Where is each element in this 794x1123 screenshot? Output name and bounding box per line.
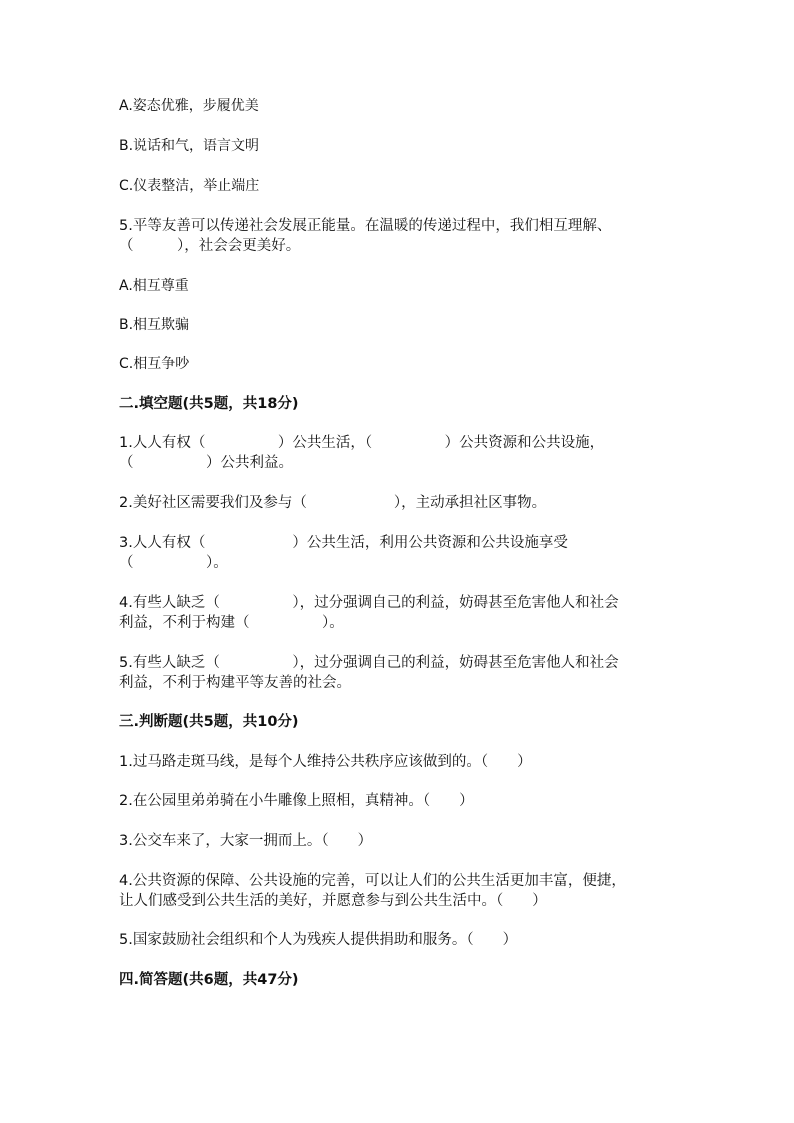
fill-blank-q5-line-1: 5.有些人缺乏（ ），过分强调自己的利益，妨碍甚至危害他人和社会	[119, 655, 619, 671]
option-b-q4: B.说话和气，语言文明	[119, 138, 260, 154]
option-c-q4: C.仪表整洁，举止端庄	[119, 178, 260, 194]
true-false-q4-line-2: 让人们感受到公共生活的美好，并愿意参与到公共生活中。（ ）	[119, 893, 547, 909]
true-false-q5: 5.国家鼓励社会组织和个人为残疾人提供捐助和服务。（ ）	[119, 932, 518, 948]
true-false-q3: 3.公交车来了，大家一拥而上。（ ）	[119, 833, 373, 849]
fill-blank-q5-line-2: 利益，不利于构建平等友善的社会。	[119, 675, 351, 691]
fill-blank-q4-line-1: 4.有些人缺乏（ ），过分强调自己的利益，妨碍甚至危害他人和社会	[119, 595, 619, 611]
fill-blank-q4-line-2: 利益，不利于构建（ ）。	[119, 615, 344, 631]
option-b-q5: B.相互欺骗	[119, 317, 190, 333]
question-5-line-2: （ ），社会会更美好。	[119, 238, 301, 254]
true-false-q4-line-1: 4.公共资源的保障、公共设施的完善，可以让人们的公共生活更加丰富，便捷，	[119, 873, 626, 889]
option-a-q4: A.姿态优雅，步履优美	[119, 98, 259, 114]
fill-blank-q2: 2.美好社区需要我们及参与（ ），主动承担社区事物。	[119, 495, 547, 511]
fill-blank-q1-line-1: 1.人人有权（ ）公共生活，（ ）公共资源和公共设施，	[119, 435, 605, 451]
section-heading-true-false: 三.判断题(共5题，共10分)	[119, 714, 299, 730]
fill-blank-q3-line-2: （ ）。	[119, 555, 228, 571]
section-heading-fill-blank: 二.填空题(共5题，共18分)	[119, 396, 299, 412]
question-5-line-1: 5.平等友善可以传递社会发展正能量。在温暖的传递过程中，我们相互理解、	[119, 218, 612, 234]
fill-blank-q3-line-1: 3.人人有权（ ）公共生活，利用公共资源和公共设施享受	[119, 535, 568, 551]
option-c-q5: C.相互争吵	[119, 356, 190, 372]
section-heading-short-answer: 四.简答题(共6题，共47分)	[119, 972, 299, 988]
true-false-q2: 2.在公园里弟弟骑在小牛雕像上照相，真精神。（ ）	[119, 793, 474, 809]
fill-blank-q1-line-2: （ ）公共利益。	[119, 455, 293, 471]
option-a-q5: A.相互尊重	[119, 278, 189, 294]
true-false-q1: 1.过马路走斑马线，是每个人维持公共秩序应该做到的。（ ）	[119, 754, 532, 770]
